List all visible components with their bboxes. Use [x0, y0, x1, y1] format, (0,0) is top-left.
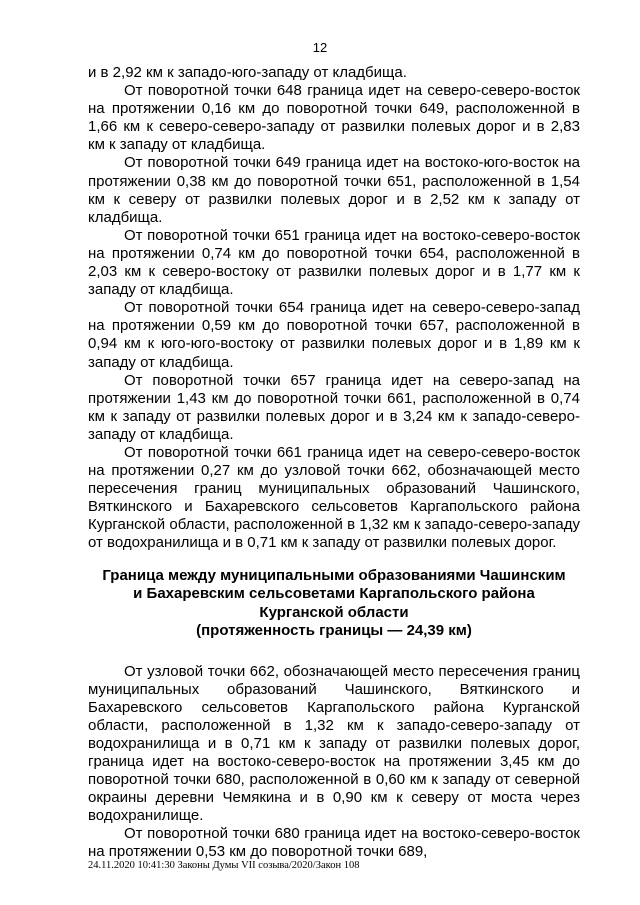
section-heading-line: и Бахаревским сельсоветами Каргапольского района	[133, 585, 535, 603]
section-heading	[88, 567, 580, 641]
paragraph: От поворотной точки 680 граница идет на востоко-северо-восток на протяжении 0,53 км до поворотной точки 689,	[88, 825, 580, 861]
paragraph: От поворотной точки 654 граница идет на северо-северо-запад на протяжении 0,59 км до поворотной точки 657, расположенной в 0,94 км к юго-юго-востоку от развилки полевых дорог и в 1,89 км к западу от кладбища.	[88, 299, 580, 371]
paragraph: От узловой точки 662, обозначающей место пересечения границ муниципальных образований Чашинского, Вяткинского и Бахаревского сельсоветов Каргапольского района Курганской области, расположенной в 1,32 км к западо-северо-западу от водохранилища и в 0,71 км к западу от развилки полевых дорог, граница идет на востоко-северо-восток на протяжении 3,45 км до поворотной точки 680, расположенной в 0,60 км к западу от северной окраины деревни Чемякина и в 0,90 км к северу от моста через водохранилище.	[88, 662, 580, 825]
document-body	[88, 64, 580, 862]
paragraph: От поворотной точки 657 граница идет на северо-запад на протяжении 1,43 км до поворотной точки 661, расположенной в 0,74 км к западу от развилки полевых дорог и в 3,24 км к западо-северо-западу от кладбища.	[88, 371, 580, 443]
document-footer: 24.11.2020 10:41:30 Законы Думы VII созыва/2020/Закон 108	[88, 860, 360, 871]
paragraph: От поворотной точки 651 граница идет на востоко-северо-восток на протяжении 0,74 км до поворотной точки 654, расположенной в 2,03 км к северо-востоку от развилки полевых дорог и в 1,77 км к западу от кладбища.	[88, 226, 580, 299]
paragraph: От поворотной точки 661 граница идет на северо-северо-восток на протяжении 0,27 км до узловой точки 662, обозначающей место пересечения границ муниципальных образований Чашинского, Вяткинского и Бахаревского сельсоветов Каргапольского района Курганской области, расположенной в 1,32 км к западо-северо-западу от водохранилища и в 0,71 км к западу от развилки полевых дорог.	[88, 443, 580, 552]
paragraph: От поворотной точки 648 граница идет на северо-северо-восток на протяжении 0,16 км до поворотной точки 649, расположенной в 1,66 км к северо-северо-западу от развилки полевых дорог и в 2,83 км к западу от кладбища.	[88, 82, 580, 154]
section-heading-line: Граница между муниципальными образованиями Чашинским	[102, 566, 566, 584]
section-heading-length: (протяженность границы — 24,39 км)	[196, 622, 472, 640]
paragraph: и в 2,92 км к западо-юго-западу от кладбища.	[88, 64, 407, 81]
paragraph: От поворотной точки 649 граница идет на востоко-юго-восток на протяжении 0,38 км до поворотной точки 651, расположенной в 1,54 км к северу от развилки полевых дорог и в 2,52 км к западу от кладбища.	[88, 154, 580, 226]
section-heading-line: Курганской области	[259, 603, 409, 621]
page-number: 12	[312, 40, 328, 55]
